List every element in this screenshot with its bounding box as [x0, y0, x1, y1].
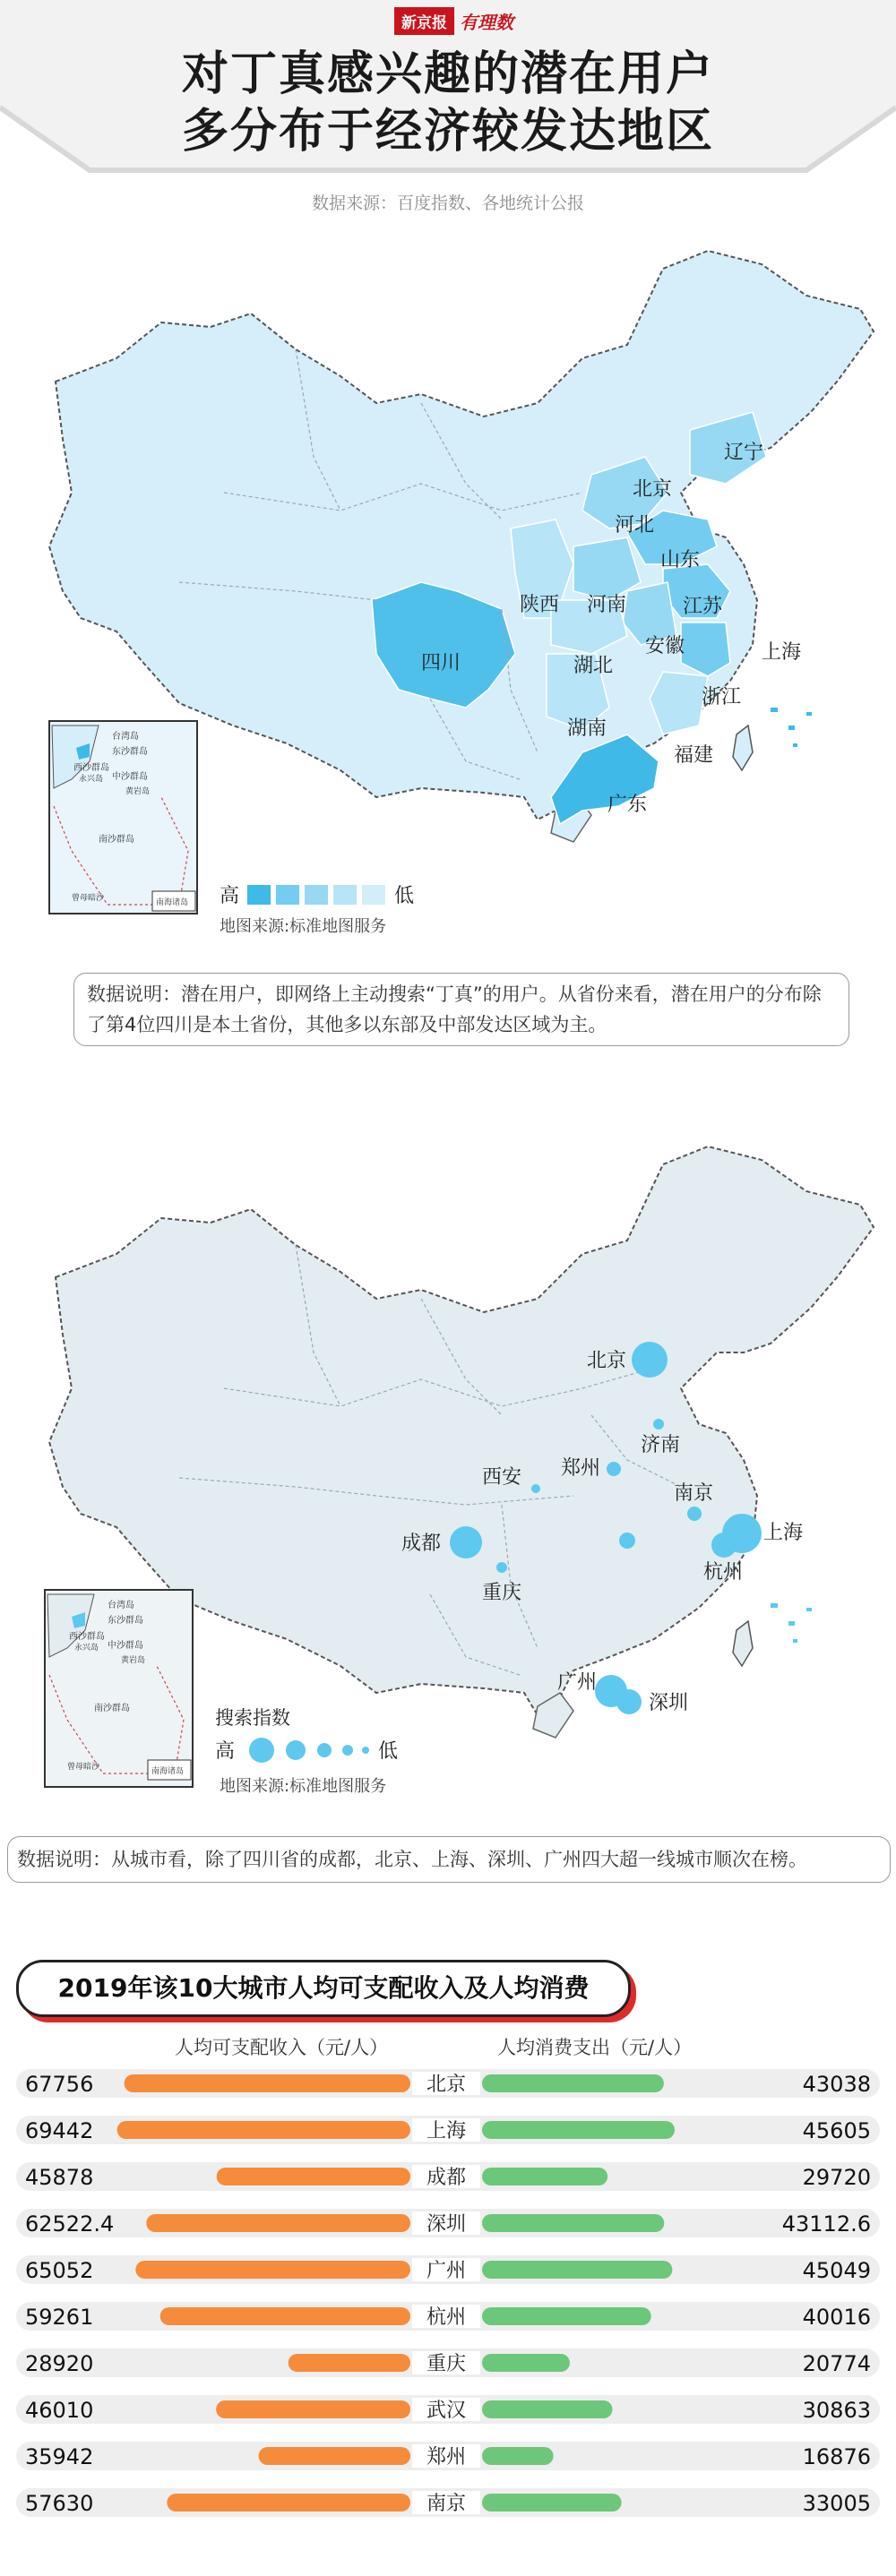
category-label: 北京	[426, 2074, 467, 2096]
page-title-line2: 多分布于经济较发达地区	[181, 105, 714, 159]
income-value-label: 35942	[25, 2444, 94, 2469]
map-source: 地图来源:标准地图服务	[220, 1777, 387, 1796]
province-label: 安徽	[645, 635, 685, 657]
income-value-label: 62522.4	[25, 2211, 115, 2237]
bubble-shenzhen	[616, 1689, 642, 1714]
inset-label: 西沙群岛	[73, 763, 109, 773]
city-bubble-map	[0, 1075, 896, 1818]
inset-label: 永兴岛	[74, 1644, 99, 1653]
spending-column-header: 人均消费支出（元/人）	[497, 2037, 693, 2058]
inset-label: 黄岩岛	[121, 1656, 146, 1665]
city-label: 北京	[587, 1350, 627, 1372]
bubble-hangzhou	[711, 1533, 737, 1558]
legend-swatch	[362, 885, 385, 905]
map-source: 地图来源:标准地图服务	[220, 917, 387, 936]
legend-low: 低	[394, 885, 415, 907]
spending-value-label: 43038	[802, 2072, 871, 2097]
inset-label: 曾母暗沙	[72, 894, 105, 903]
income-value-label: 67756	[25, 2072, 94, 2097]
city-label: 郑州	[561, 1457, 601, 1480]
province-label: 福建	[674, 744, 714, 767]
spending-value-label: 45049	[802, 2258, 871, 2283]
map1-caption: 数据说明：潜在用户，即网络上主动搜索“丁真”的用户。从省份来看，潜在用户的分布除了第4位四川是本土省份，其他多以东部及中部发达区域为主。	[73, 973, 849, 1046]
city-label: 广州	[557, 1671, 598, 1694]
spending-value-label: 40016	[802, 2305, 871, 2330]
legend-high: 高	[215, 1740, 236, 1763]
income-value-label: 28920	[25, 2351, 94, 2376]
logo	[394, 7, 513, 35]
province-label: 广东	[607, 794, 648, 816]
category-label: 南京	[426, 2493, 467, 2515]
bubble-beijing	[632, 1342, 668, 1378]
spending-bar	[482, 2400, 612, 2418]
inset-label: 南沙群岛	[99, 835, 134, 845]
legend-swatch	[247, 885, 271, 905]
inset-label: 曾母暗沙	[67, 1763, 100, 1772]
income-bar	[259, 2447, 410, 2465]
income-value-label: 57630	[25, 2491, 94, 2516]
income-bar	[167, 2494, 410, 2512]
legend-bubble	[362, 1747, 369, 1754]
legend-high: 高	[220, 885, 240, 907]
income-value-label: 59261	[25, 2305, 94, 2330]
income-spending-butterfly-chart	[0, 2060, 896, 2562]
income-bar	[125, 2074, 410, 2092]
inset-label: 南沙群岛	[94, 1704, 130, 1713]
spending-bar	[482, 2074, 664, 2092]
city-label: 杭州	[703, 1561, 744, 1584]
chart-title: 2019年该10大城市人均可支配收入及人均消费	[57, 1973, 590, 2003]
spending-bar	[482, 2121, 675, 2139]
city-label: 南京	[674, 1482, 714, 1505]
category-label: 郑州	[426, 2446, 467, 2469]
inset-label: 永兴岛	[79, 775, 104, 784]
inset-label: 台湾岛	[112, 732, 139, 742]
header	[0, 0, 896, 179]
income-bar	[289, 2354, 410, 2372]
spending-bar	[482, 2168, 607, 2185]
province-label: 陕西	[520, 594, 560, 616]
income-bar	[160, 2307, 410, 2325]
income-bar	[146, 2214, 410, 2232]
bubble-chongqing	[496, 1562, 507, 1573]
province-label: 河北	[615, 514, 655, 537]
bubble-xian	[531, 1484, 540, 1493]
bubble-chengdu	[450, 1526, 482, 1558]
category-label: 上海	[426, 2120, 467, 2142]
spending-bar	[482, 2261, 672, 2279]
inset-title: 南海诸岛	[151, 1767, 185, 1776]
income-value-label: 45878	[25, 2165, 94, 2190]
province-label: 湖南	[567, 717, 607, 740]
income-column-header: 人均可支配收入（元/人）	[175, 2037, 389, 2058]
logo-sub: 有理数	[460, 12, 513, 33]
category-label: 重庆	[426, 2353, 467, 2375]
inset-label: 黄岩岛	[125, 787, 151, 796]
city-label: 成都	[401, 1533, 442, 1555]
spending-value-label: 45605	[802, 2118, 871, 2143]
category-label: 武汉	[426, 2400, 467, 2422]
legend-bubble	[317, 1743, 332, 1757]
city-label: 西安	[482, 1466, 522, 1489]
city-label: 重庆	[482, 1582, 522, 1604]
bubble-wuhan	[619, 1533, 635, 1549]
bubble-zhengzhou	[607, 1462, 621, 1476]
map2-legend	[215, 1707, 398, 1796]
spending-bar	[482, 2307, 651, 2325]
map1-legend	[220, 885, 414, 936]
province-label: 上海	[762, 641, 802, 664]
category-label: 杭州	[426, 2306, 467, 2329]
spending-value-label: 20774	[802, 2351, 871, 2376]
legend-bubble	[342, 1745, 353, 1756]
spending-bar	[482, 2354, 570, 2372]
city-label: 深圳	[649, 1692, 689, 1714]
income-bar	[135, 2261, 410, 2279]
south-china-sea-inset	[49, 721, 197, 914]
bubble-jinan	[653, 1419, 664, 1430]
category-label: 深圳	[426, 2213, 467, 2236]
legend-low: 低	[378, 1740, 399, 1763]
spending-bar	[482, 2494, 622, 2512]
inset-label: 东沙群岛	[108, 1616, 143, 1626]
map2-caption: 数据说明：从城市看，除了四川省的成都，北京、上海、深圳、广州四大超一线城市顺次在榜。	[7, 1836, 891, 1883]
spending-value-label: 33005	[802, 2491, 871, 2516]
legend-bubble	[249, 1738, 274, 1763]
income-value-label: 65052	[25, 2258, 94, 2283]
province-label: 辽宁	[724, 442, 764, 464]
bubble-nanjing	[687, 1507, 702, 1521]
province-label: 山东	[660, 549, 701, 571]
province-label: 四川	[421, 652, 461, 674]
logo-main: 新京报	[394, 7, 454, 35]
legend-swatch	[333, 885, 357, 905]
spending-value-label: 29720	[802, 2165, 871, 2190]
province-label: 浙江	[702, 686, 742, 708]
page-title-line1: 对丁真感兴趣的潜在用户	[181, 47, 714, 101]
province-label: 北京	[633, 478, 673, 501]
legend-title: 搜索指数	[215, 1707, 290, 1729]
income-bar	[117, 2121, 410, 2139]
province-choropleth-map	[0, 224, 896, 958]
legend-swatch	[305, 885, 328, 905]
taiwan-and-hainan	[733, 708, 812, 770]
income-value-label: 69442	[25, 2118, 94, 2143]
category-label: 成都	[426, 2167, 467, 2189]
inset-title: 南海诸岛	[156, 898, 189, 907]
category-label: 广州	[426, 2260, 467, 2282]
spending-bar	[482, 2447, 554, 2465]
city-label: 上海	[763, 1522, 804, 1544]
city-label: 济南	[641, 1434, 681, 1456]
inset-label: 西沙群岛	[69, 1632, 105, 1642]
spending-value-label: 43112.6	[781, 2211, 871, 2237]
inset-label: 中沙群岛	[108, 1641, 143, 1651]
spending-value-label: 16876	[802, 2444, 871, 2469]
data-source: 数据来源：百度指数、各地统计公报	[311, 193, 584, 213]
spending-bar	[482, 2214, 664, 2232]
province-label: 江苏	[683, 596, 723, 618]
province-label: 河南	[587, 594, 627, 616]
province-label: 湖北	[573, 655, 614, 677]
legend-bubble	[286, 1740, 306, 1760]
inset-label: 东沙群岛	[112, 747, 148, 757]
income-bar	[217, 2168, 410, 2185]
south-china-sea-inset	[45, 1590, 193, 1787]
income-bar	[216, 2400, 410, 2418]
income-value-label: 46010	[25, 2398, 94, 2423]
chart-title-box	[16, 1960, 631, 2017]
legend-swatch	[276, 885, 299, 905]
spending-value-label: 30863	[802, 2398, 871, 2423]
inset-label: 中沙群岛	[112, 772, 148, 782]
inset-label: 台湾岛	[108, 1601, 134, 1610]
